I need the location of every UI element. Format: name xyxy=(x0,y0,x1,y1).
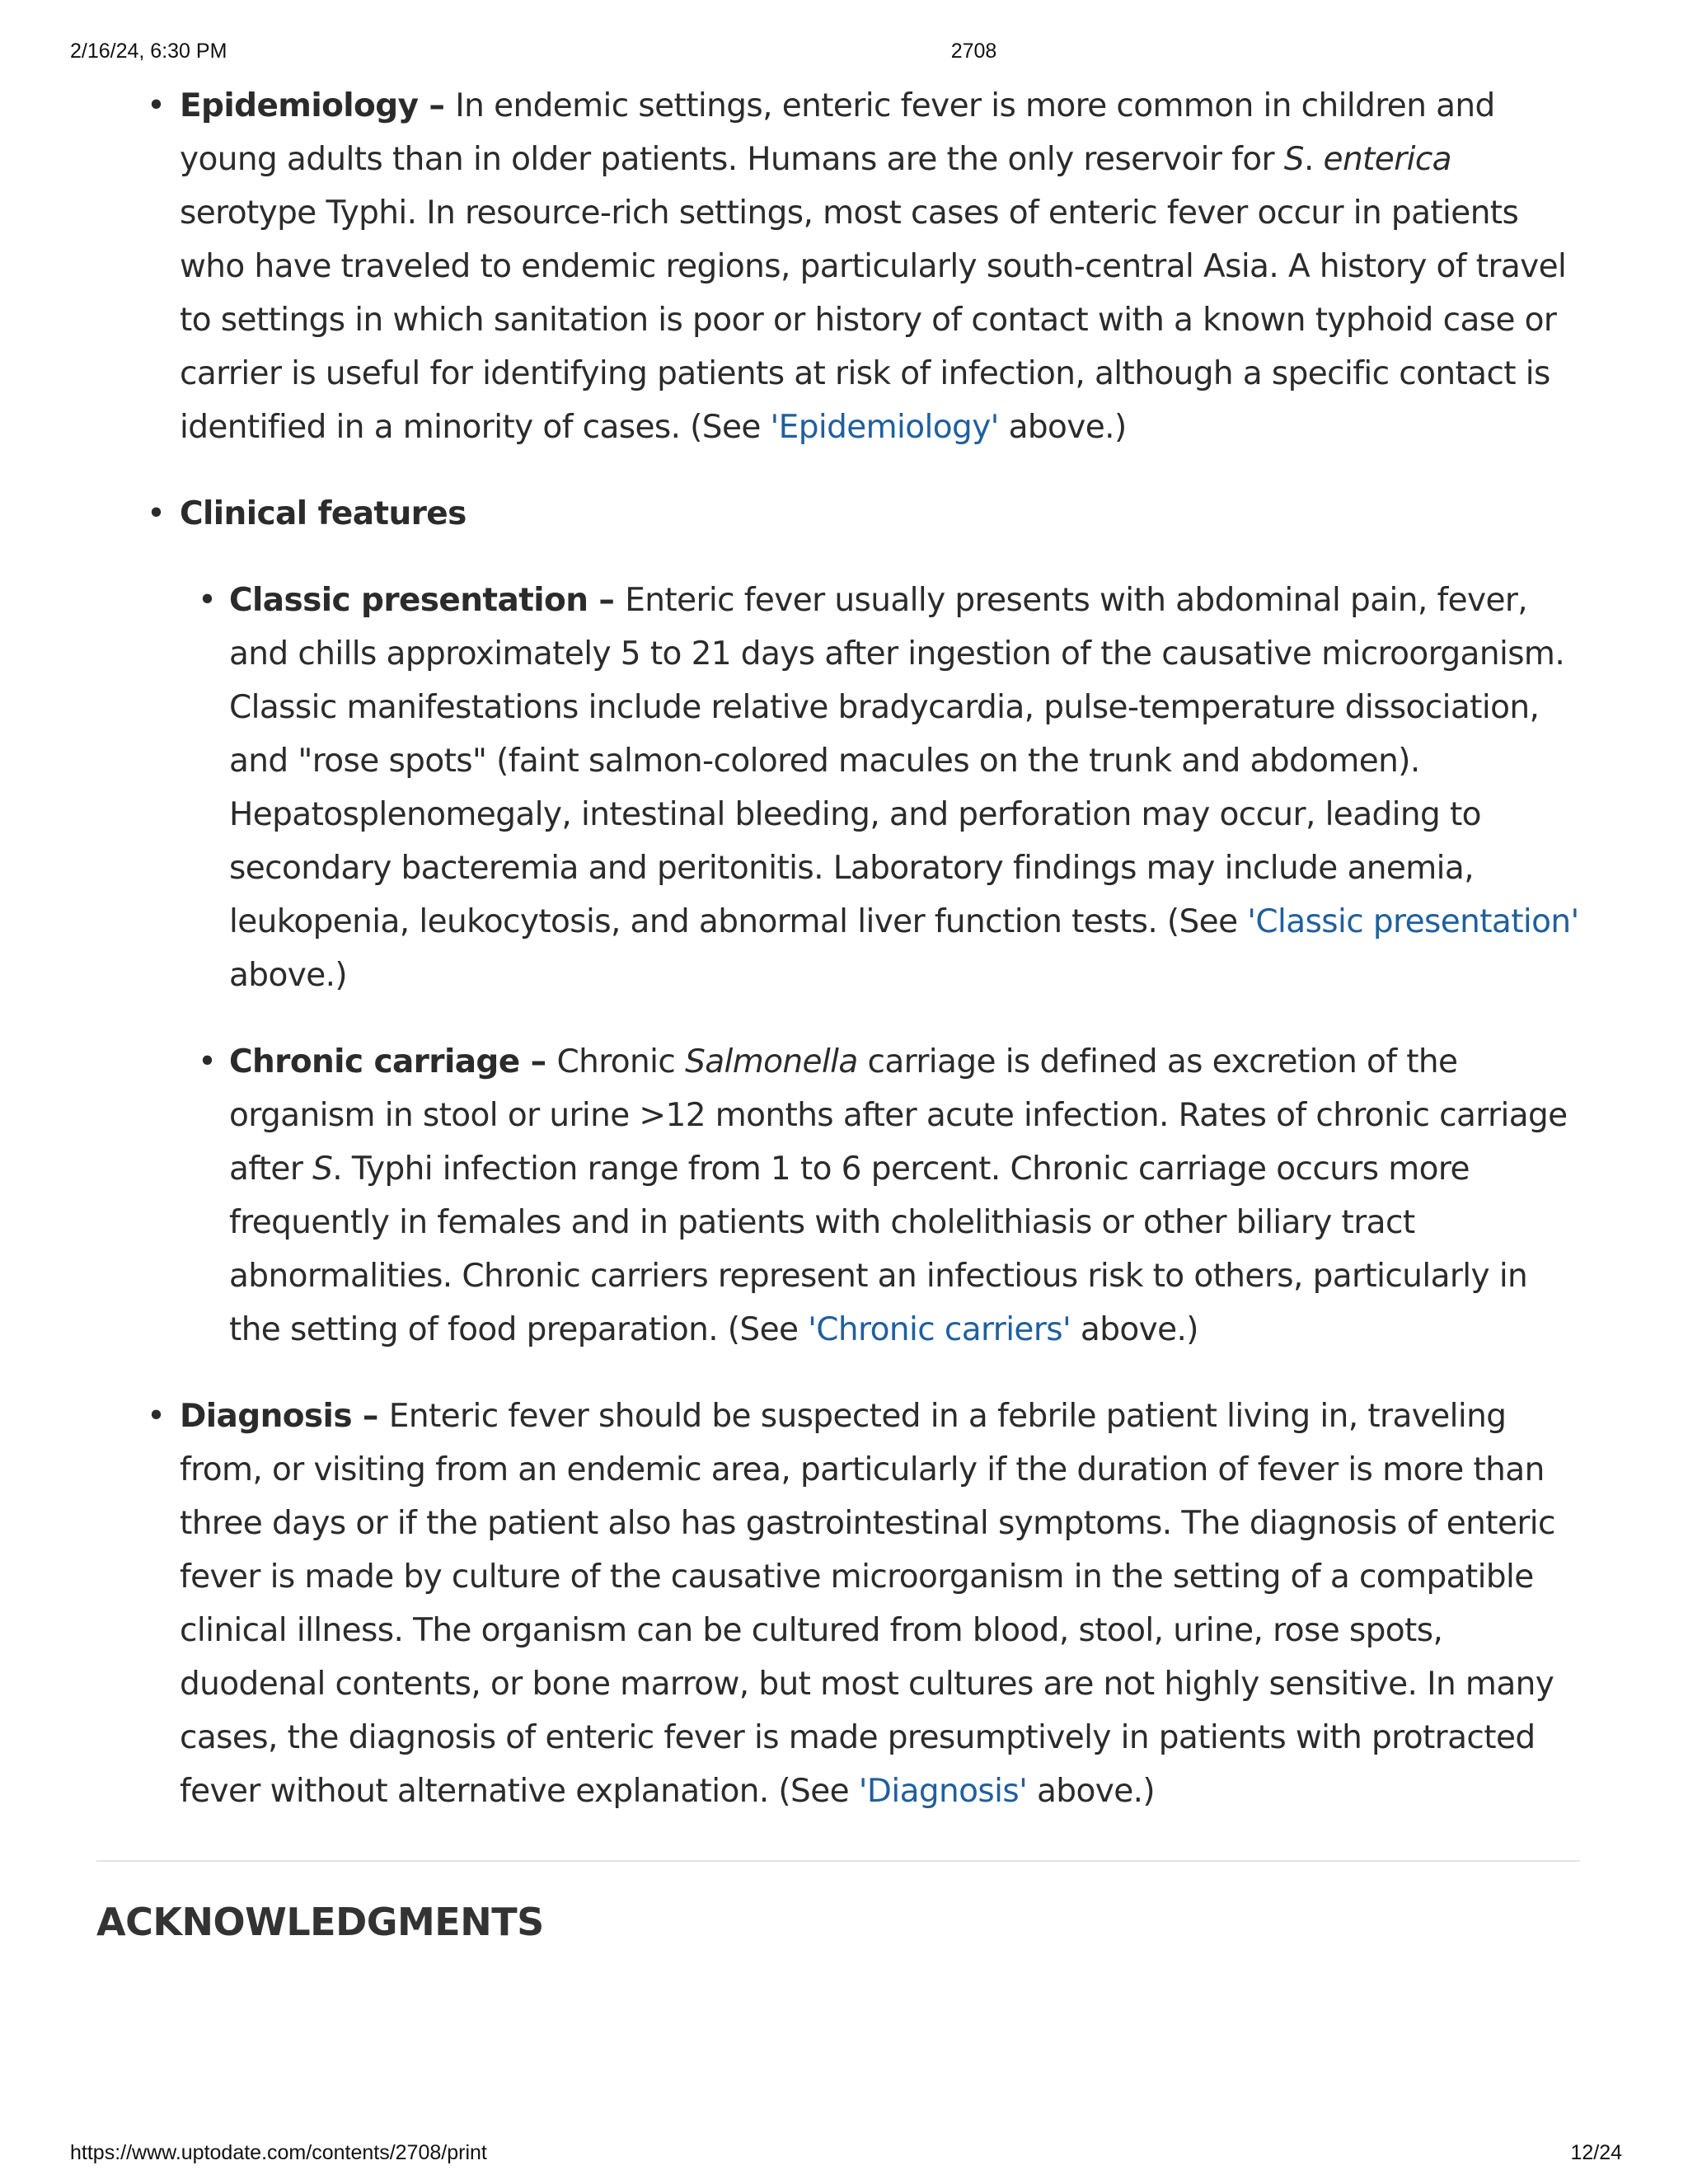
term-dash: – xyxy=(588,582,626,619)
summary-item-clinical-features xyxy=(147,487,1581,1357)
link-tail: above.) xyxy=(229,957,348,994)
link-chronic-carriers[interactable]: 'Chronic carriers' xyxy=(808,1311,1071,1348)
chronic-carriage-text-3: . Typhi infection range from 1 to 6 percent. Chronic carriage occurs more frequently in females and in patients with cholelithiasis or other biliary tract abnormalities. Chronic carriers represent an infectious risk to others, particularly in the setting of food preparation. (See xyxy=(229,1151,1528,1348)
bullet-icon: • xyxy=(198,582,217,619)
term-chronic-carriage: Chronic carriage xyxy=(229,1043,520,1080)
print-page-number: 12/24 xyxy=(1570,2141,1622,2164)
term-clinical-features: Clinical features xyxy=(180,495,467,532)
bullet-icon: • xyxy=(147,87,166,124)
term-dash: – xyxy=(351,1398,389,1435)
species-dot: . xyxy=(1303,141,1324,178)
link-epidemiology[interactable]: 'Epidemiology' xyxy=(770,409,999,446)
term-dash: – xyxy=(418,87,456,124)
print-datetime: 2/16/24, 6:30 PM xyxy=(70,40,227,63)
link-tail: above.) xyxy=(1071,1311,1198,1348)
chronic-carriage-text: Chronic xyxy=(556,1043,686,1080)
term-diagnosis: Diagnosis xyxy=(180,1398,352,1435)
summary-content xyxy=(0,79,1688,1851)
link-tail: above.) xyxy=(1027,1773,1156,1810)
print-doc-id: 2708 xyxy=(950,40,997,63)
summary-item-epidemiology xyxy=(147,79,1581,454)
italic-s: S xyxy=(312,1151,333,1188)
italic-salmonella: Salmonella xyxy=(685,1043,858,1080)
summary-list xyxy=(0,79,1688,1818)
term-classic-presentation: Classic presentation xyxy=(229,582,588,619)
diagnosis-text: Enteric fever should be suspected in a febrile patient living in, traveling from, or visiting from an endemic area, particularly if the duration of fever is more than three days or if the patient also has gastrointestinal symptoms. The diagnosis of enteric fever is made by culture of the causative microorganism in the setting of a compatible clinical illness. The organism can be cultured from blood, stool, urine, rose spots, duodenal contents, or bone marrow, but most cultures are not highly sensitive. In many cases, the diagnosis of enteric fever is made presumptively in patients with protracted fever without alternative explanation. (See xyxy=(180,1398,1555,1810)
term-dash: – xyxy=(519,1043,557,1080)
section-divider xyxy=(96,1860,1580,1862)
link-tail: above.) xyxy=(998,409,1127,446)
bullet-icon: • xyxy=(147,495,166,532)
summary-item-classic-presentation xyxy=(198,574,1581,1002)
print-footer xyxy=(0,2141,1688,2168)
bullet-icon: • xyxy=(198,1043,217,1080)
summary-item-chronic-carriage xyxy=(198,1035,1581,1357)
species-enterica: enterica xyxy=(1323,141,1451,178)
link-diagnosis[interactable]: 'Diagnosis' xyxy=(858,1773,1028,1810)
epidemiology-text-2: serotype Typhi. In resource-rich settings, most cases of enteric fever occur in patients who have traveled to endemic regions, particularly south-central Asia. A history of travel to settings in which sanitation is poor or history of contact with a known typhoid case or carrier is useful for identifying patients at risk of infection, although a specific contact is identified in a minority of cases. (See xyxy=(180,194,1567,446)
link-classic-presentation[interactable]: 'Classic presentation' xyxy=(1247,903,1579,940)
summary-item-diagnosis xyxy=(147,1390,1581,1818)
print-url: https://www.uptodate.com/contents/2708/print xyxy=(70,2141,487,2164)
print-header xyxy=(0,40,1688,66)
chronic-carriage-text-2: carriage is defined as excretion of the organism in stool or urine >12 months after acute infection. Rates of chronic carriage after xyxy=(229,1043,1568,1188)
acknowledgments-heading: ACKNOWLEDGMENTS xyxy=(96,1900,544,1944)
clinical-features-sublist xyxy=(180,574,1581,1357)
bullet-icon: • xyxy=(147,1398,166,1435)
epidemiology-text: In endemic settings, enteric fever is more common in children and young adults than in older patients. Humans are the only reservoir for xyxy=(180,87,1495,178)
classic-presentation-text: Enteric fever usually presents with abdominal pain, fever, and chills approximately 5 to 21 days after ingestion of the causative microorganism. Classic manifestations include relative bradycardia, pulse-temperature dissociation, and "rose spots" (faint salmon-colored macules on the trunk and abdomen). Hepatosplenomegaly, intestinal bleeding, and perforation may occur, leading to secondary bacteremia and peritonitis. Laboratory findings may include anemia, leukopenia, leukocytosis, and abnormal liver function tests. (See xyxy=(229,582,1565,940)
species-s: S xyxy=(1283,141,1304,178)
term-epidemiology: Epidemiology xyxy=(180,87,419,124)
